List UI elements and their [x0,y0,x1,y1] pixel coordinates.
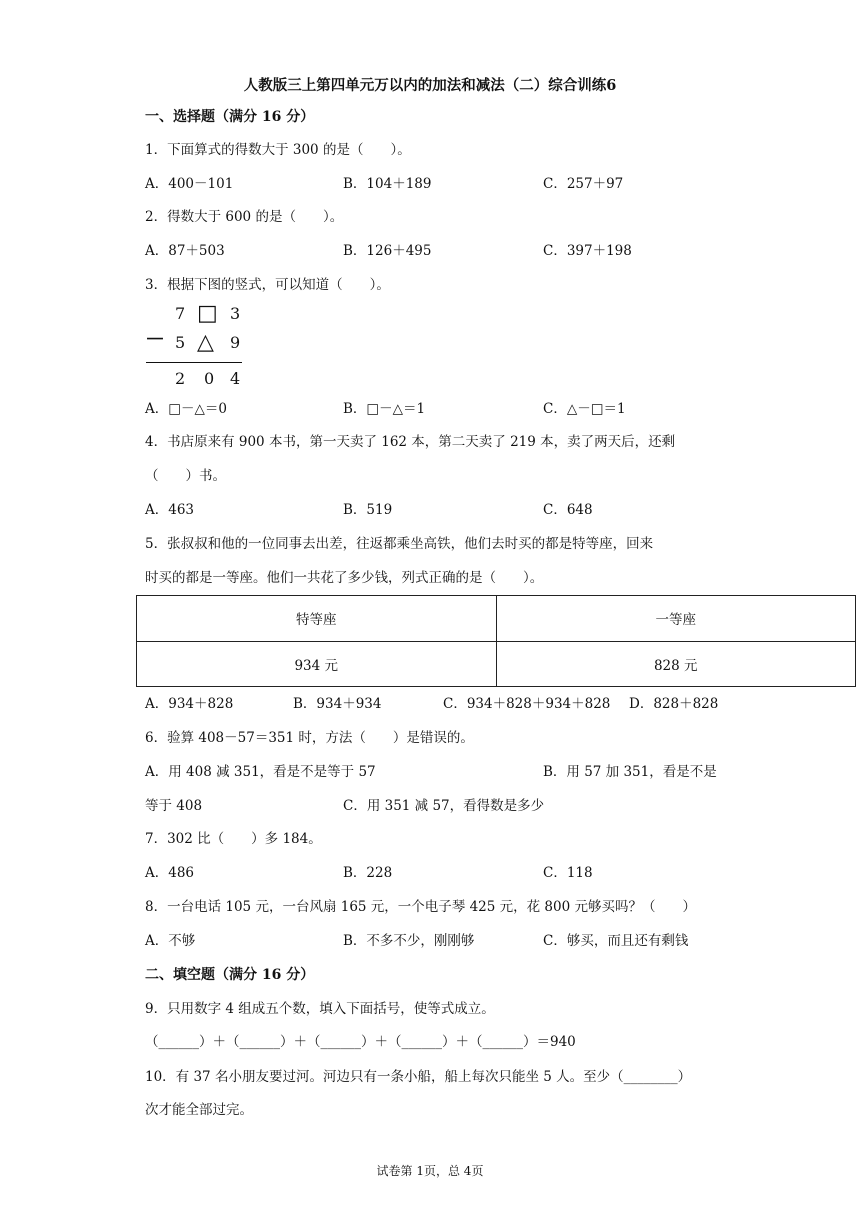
triangle-symbol: △ [197,330,214,355]
question-7-option-c: C．118 [543,865,593,881]
question-1-option-c: C．257＋97 [543,176,624,192]
section-1-heading: 一、选择题（满分 16 分） [145,109,315,125]
row1-ones: 3 [230,304,241,323]
result-hundreds: 2 [175,369,186,388]
question-3-stem: 3．根据下图的竖式，可以知道（ ）。 [145,277,390,293]
question-9-stem: 9．只用数字 4 组成五个数，填入下面括号，使等式成立。 [145,1001,495,1017]
section-2-heading: 二、填空题（满分 16 分） [145,967,315,983]
question-2-option-a: A．87＋503 [145,243,225,259]
row1-hundreds: 7 [175,304,186,323]
question-4-stem-line1: 4．书店原来有 900 本书，第一天卖了 162 本，第二天卖了 219 本，卖了两天后，还剩 [145,434,676,450]
question-6-option-c: C．用 351 减 57，看得数是多少 [343,798,545,814]
question-1-option-b: B．104＋189 [343,176,432,192]
question-6-stem: 6．验算 408－57＝351 时，方法（ ）是错误的。 [145,730,474,746]
question-10-line2: 次才能全部过完。 [145,1102,253,1118]
question-6-option-a: A．用 408 减 351，看是不是等于 57 [145,764,376,780]
question-10-line1: 10．有 37 名小朋友要过河。河边只有一条小船，船上每次只能坐 5 人。至少（________） [145,1069,692,1085]
question-3-option-a: A．□－△＝0 [145,401,227,417]
question-2-option-b: B．126＋495 [343,243,432,259]
question-4-option-c: C．648 [543,502,593,518]
result-tens: 0 [204,369,215,388]
row2-ones: 9 [230,333,241,352]
table-cell-price-first: 828 元 [496,641,856,687]
row2-hundreds: 5 [175,333,186,352]
paper-title: 人教版三上第四单元万以内的加法和减法（二）综合训练6 [243,77,617,94]
question-5-stem-line2: 时买的都是一等座。他们一共花了多少钱，列式正确的是（ ）。 [145,570,544,586]
question-1-option-a: A．400－101 [145,176,234,192]
question-4-option-b: B．519 [343,502,393,518]
question-7-stem: 7．302 比（ ）多 184。 [145,831,322,847]
sum-line [146,362,242,363]
question-2-option-c: C．397＋198 [543,243,632,259]
table-header-first-class: 一等座 [496,596,856,642]
question-8-option-b: B．不多不少，刚刚够 [343,933,475,949]
question-7-option-a: A．486 [145,865,195,881]
question-4-option-a: A．463 [145,502,195,518]
question-3-option-b: B．□－△＝1 [343,401,426,417]
question-2-stem: 2．得数大于 600 的是（ ）。 [145,209,344,225]
question-8-option-a: A．不够 [145,933,196,949]
minus-sign: － [145,327,165,351]
question-5-option-a: A．934＋828 [145,696,234,712]
question-5-stem-line1: 5．张叔叔和他的一位同事去出差，往返都乘坐高铁，他们去时买的都是特等座，回来 [145,536,654,552]
table-header-first-class-premium: 特等座 [137,596,497,642]
question-5-option-b: B．934＋934 [293,696,382,712]
question-4-stem-line2: （ ）书。 [145,468,226,484]
square-symbol: □ [197,301,218,326]
seat-price-table [136,595,856,687]
question-8-option-c: C．够买，而且还有剩钱 [543,933,689,949]
page-footer: 试卷第 1页，总 4页 [376,1164,484,1178]
question-6-option-b-line1: B．用 57 加 351，看是不是 [543,764,717,780]
question-9-equation: （______）＋（______）＋（______）＋（______）＋（______）＝940 [145,1034,576,1050]
question-7-option-b: B．228 [343,865,393,881]
question-8-stem: 8．一台电话 105 元，一台风扇 165 元，一个电子琴 425 元，花 800 元够买吗？（ ） [145,899,696,915]
question-1-stem: 1．下面算式的得数大于 300 的是（ ）。 [145,142,411,158]
question-5-option-c: C．934＋828＋934＋828 [443,696,611,712]
question-3-option-c: C．△－□＝1 [543,401,626,417]
question-5-option-d: D．828＋828 [629,696,719,712]
table-cell-price-premium: 934 元 [137,641,497,687]
question-6-option-b-line2: 等于 408 [145,798,203,814]
result-ones: 4 [230,369,241,388]
